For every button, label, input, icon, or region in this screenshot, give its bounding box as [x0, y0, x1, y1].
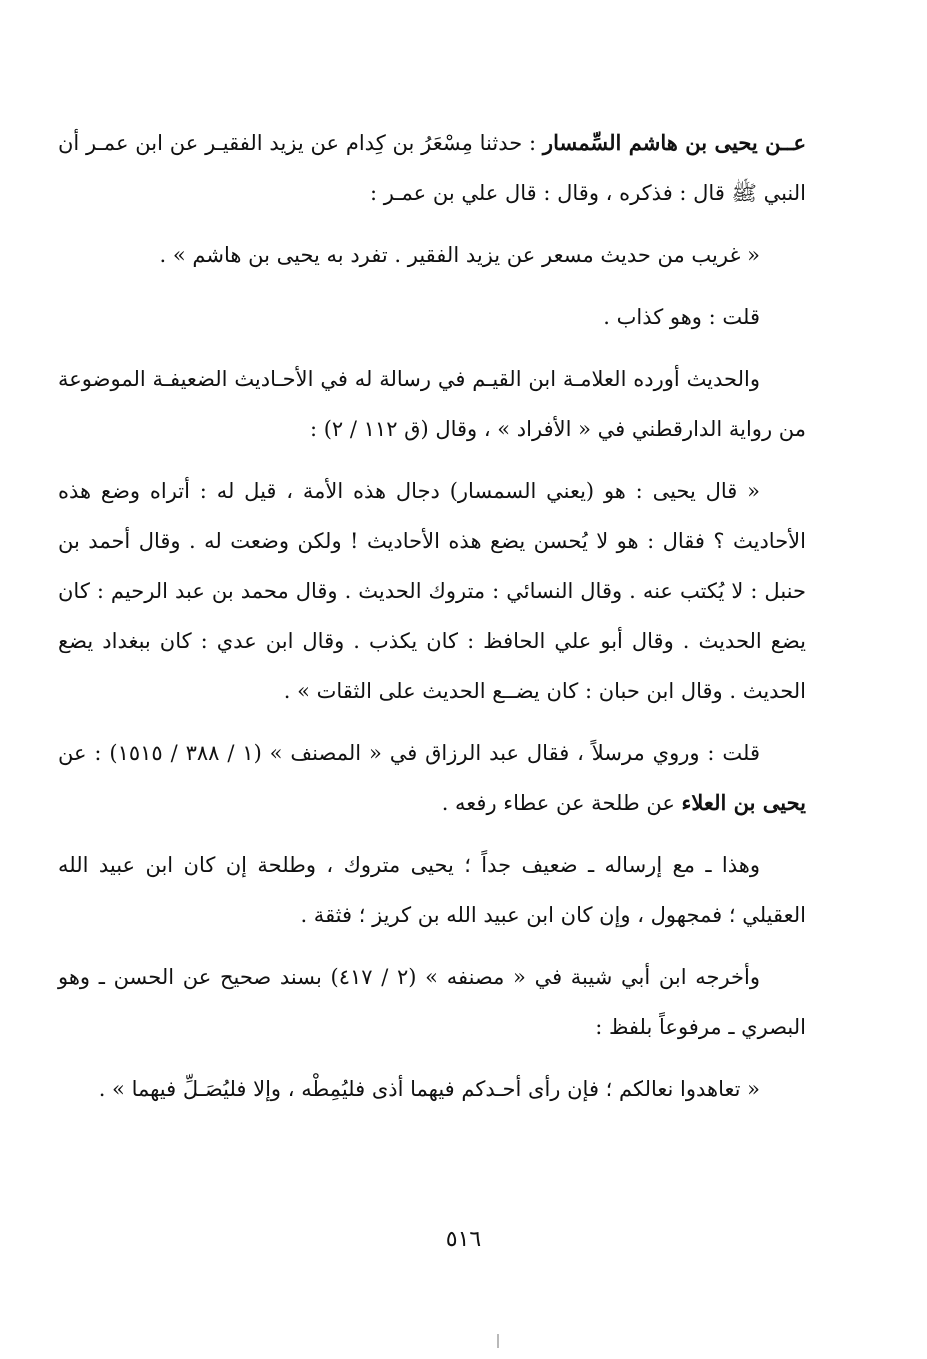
- paragraph-4-text: والحديث أورده العلامـة ابن القيـم في رسالة له في الأحـاديث الضعيفـة الموضوعة من رواية الدارقطني في « الأفراد » ، وقال (ق ١١٢ / ٢) :: [58, 367, 806, 441]
- page-number: ٥١٦: [445, 1227, 482, 1252]
- page-body: [58, 118, 806, 1126]
- paragraph-1-text: : حدثنا مِسْعَرُ بن كِدام عن يزيد الفقيـر عن ابن عمـر أن النبي ﷺ قال : فذكره ، وقال : قال علي بن عمـر :: [58, 131, 806, 205]
- paragraph-4: [58, 354, 806, 454]
- paragraph-9-text: « تعاهدوا نعالكم ؛ فإن رأى أحـدكم فيهما أذى فليُمِطْه ، وإلا فليُصَـلِّ فيهما » .: [98, 1077, 760, 1101]
- paragraph-8: [58, 952, 806, 1052]
- paragraph-7-text: وهذا ـ مع إرساله ـ ضعيف جداً ؛ يحيى متروك ، وطلحة إن كان ابن عبيد الله العقيلي ؛ فمجهول ، وإن كان ابن عبيد الله بن كريز ؛ فثقة .: [58, 853, 806, 927]
- narrator-name: يحيى بن العلاء: [681, 790, 806, 815]
- paragraph-2: [58, 230, 806, 280]
- paragraph-3-text: قلت : وهو كذاب .: [603, 305, 760, 329]
- scan-speck: [497, 1334, 499, 1348]
- paragraph-5: [58, 466, 806, 716]
- paragraph-3: [58, 292, 806, 342]
- paragraph-6-text-a: قلت : وروي مرسلاً ، فقال عبد الرزاق في « المصنف » (١ / ٣٨٨ / ١٥١٥) : عن: [58, 741, 760, 765]
- paragraph-7: [58, 840, 806, 940]
- paragraph-9: [58, 1064, 806, 1114]
- paragraph-6-text-b: عن طلحة عن عطاء رفعه .: [441, 791, 682, 815]
- paragraph-8-text: وأخرجه ابن أبي شيبة في « مصنفه » (٢ / ٤١٧) بسند صحيح عن الحسن ـ وهو البصري ـ مرفوعاً بلفظ :: [58, 965, 806, 1039]
- paragraph-6: [58, 728, 806, 828]
- paragraph-5-text: « قال يحيى : هو (يعني السمسار) دجال هذه الأمة ، قيل له : أتراه وضع هذه الأحاديث ؟ فقال : هو لا يُحسن يضع هذه الأحاديث ! ولكن وضعت له . وقال أحمد بن حنبل : لا يُكتب عنه . وقال النسائي : متروك الحديث . وقال محمد بن عبد الرحيم : كان يضع الحديث . وقال أبو علي الحافظ : كان يكذب . وقال ابن عدي : كان ببغداد يضع الحديث . وقال ابن حبان : كان يضــع الحديث على الثقات » .: [58, 479, 806, 703]
- narrator-name: عــن يحيى بن هاشم السِّمسار: [542, 130, 806, 155]
- paragraph-1: [58, 118, 806, 218]
- paragraph-2-text: « غريب من حديث مسعر عن يزيد الفقير . تفرد به يحيى بن هاشم » .: [159, 243, 760, 267]
